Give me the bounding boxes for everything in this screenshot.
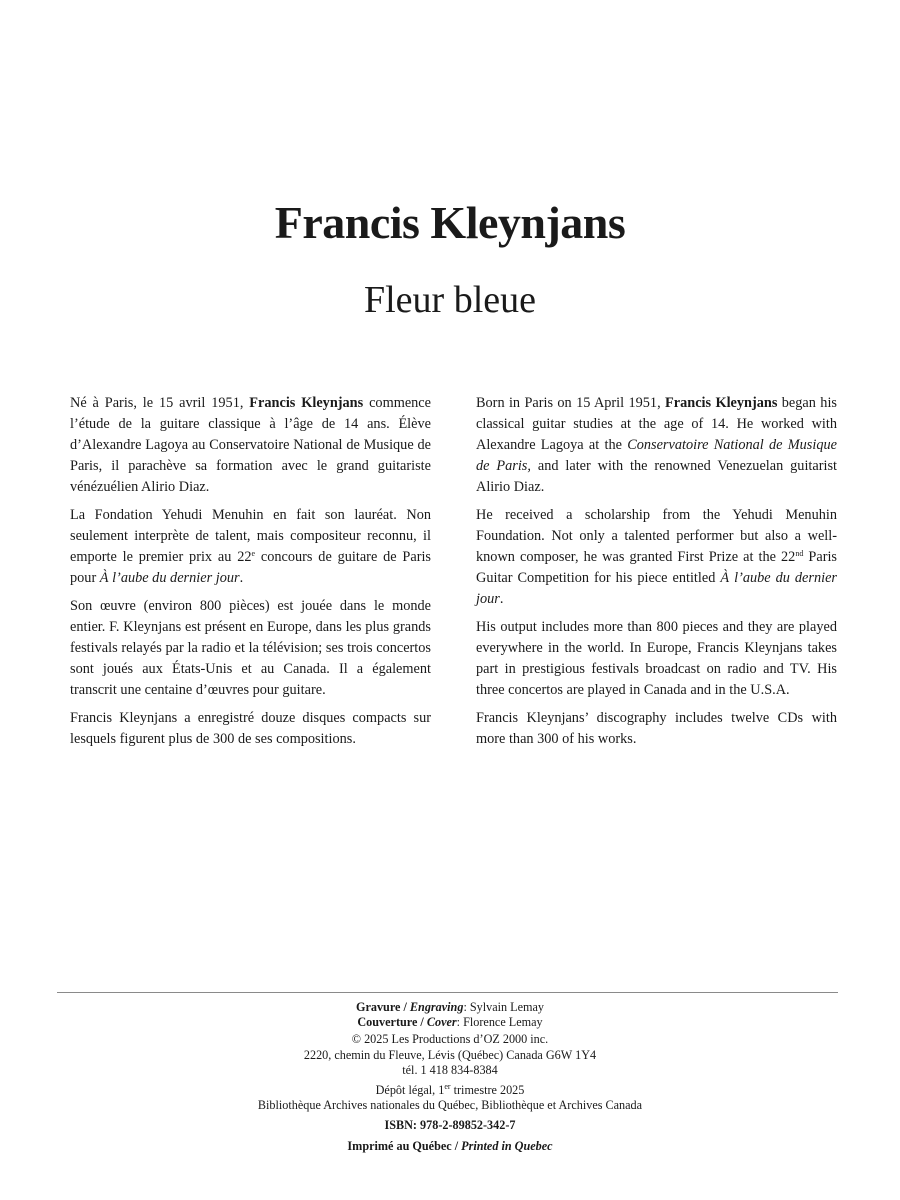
footer-divider (57, 992, 838, 993)
publisher-phone: tél. 1 418 834-8384 (402, 1062, 498, 1077)
copyright-line: © 2025 Les Productions d’OZ 2000 inc. (351, 1032, 549, 1047)
institution-name: Conservatoire National de Musique de Paris, (476, 437, 837, 474)
english-paragraph-2: He received a scholarship from the Yehudi Menuhin Foundation. Not only a talented performer but also a well-known composer, he was granted First Prize at the 22nd Paris Guitar Competition for his piece entitled À l’aube du dernier jour. (476, 507, 837, 607)
publisher-address: 2220, chemin du Fleuve, Lévis (Québec) Canada G6W 1Y4 (303, 1047, 597, 1062)
isbn: ISBN: 978-2-89852-342-7 (384, 1118, 516, 1133)
french-paragraph-3: Son œuvre (environ 800 pièces) est jouée dans le monde entier. F. Kleynjans est présent en Europe, dans les plus grands festivals relayés par la radio et la télévision; ses trois concertos sont joués aux États-Unis et au Canada. Il a également transcrit une centaine d’œuvres pour guitare. (70, 598, 431, 698)
composer-name-inline: Francis Kleynjans (249, 395, 364, 411)
composer-name: Francis Kleynjans (274, 197, 626, 248)
legal-deposit (0, 1083, 900, 1113)
french-paragraph-4: Francis Kleynjans a enregistré douze disques compacts sur lesquels figurent plus de 300 de ses compositions. (70, 710, 431, 747)
deposit-line: Dépôt légal, 1er trimestre 2025 (375, 1082, 525, 1098)
engraving-credit: Gravure / Engraving: Sylvain Lemay (355, 1000, 544, 1014)
composer-name-inline: Francis Kleynjans (665, 395, 778, 411)
cover-credit: Couverture / Cover: Florence Lemay (357, 1015, 543, 1030)
work-title: À l’aube du dernier jour (99, 570, 240, 586)
printed-in: Imprimé au Québec / Printed in Quebec (347, 1138, 553, 1153)
french-paragraph-1: Né à Paris, le 15 avril 1951, Francis Kleynjans commence l’étude de la guitare classique à l’âge de 14 ans. Élève d’Alexandre Lagoya au Conservatoire National de Musique de Paris, il parachève sa formation avec le grand guitariste vénézuélien Alirio Diaz. (70, 395, 431, 495)
work-title: À l’aube du dernier jour (476, 570, 837, 607)
english-paragraph-1: Born in Paris on 15 April 1951, Francis Kleynjans began his classical guitar studies at the age of 14. He worked with Alexandre Lagoya at the Conservatoire National de Musique de Paris, and later with the renowned Venezuelan guitarist Alirio Diaz. (476, 395, 838, 495)
publication-credits (0, 1000, 900, 1159)
libraries-line: Bibliothèque Archives nationales du Québec, Bibliothèque et Archives Canada (257, 1098, 643, 1113)
french-paragraph-2: La Fondation Yehudi Menuhin en fait son lauréat. Non seulement interprète de talent, mais compositeur reconnu, il emporte le premier prix au 22e concours de guitare de Paris pour À l’aube du dernier jour. (70, 507, 431, 586)
biography-english (476, 393, 837, 757)
piece-title: Fleur bleue (363, 279, 536, 321)
production-credits (0, 1000, 900, 1030)
biography-french (70, 393, 431, 757)
publisher-info (0, 1032, 900, 1078)
english-paragraph-4: Francis Kleynjans’ discography includes twelve CDs with more than 300 of his works. (476, 710, 837, 747)
english-paragraph-3: His output includes more than 800 pieces and they are played everywhere in the world. In Europe, Francis Kleynjans takes part in prestigious festivals broadcast on radio and TV. His three concertos are played in Canada and in the U.S.A. (476, 619, 837, 698)
